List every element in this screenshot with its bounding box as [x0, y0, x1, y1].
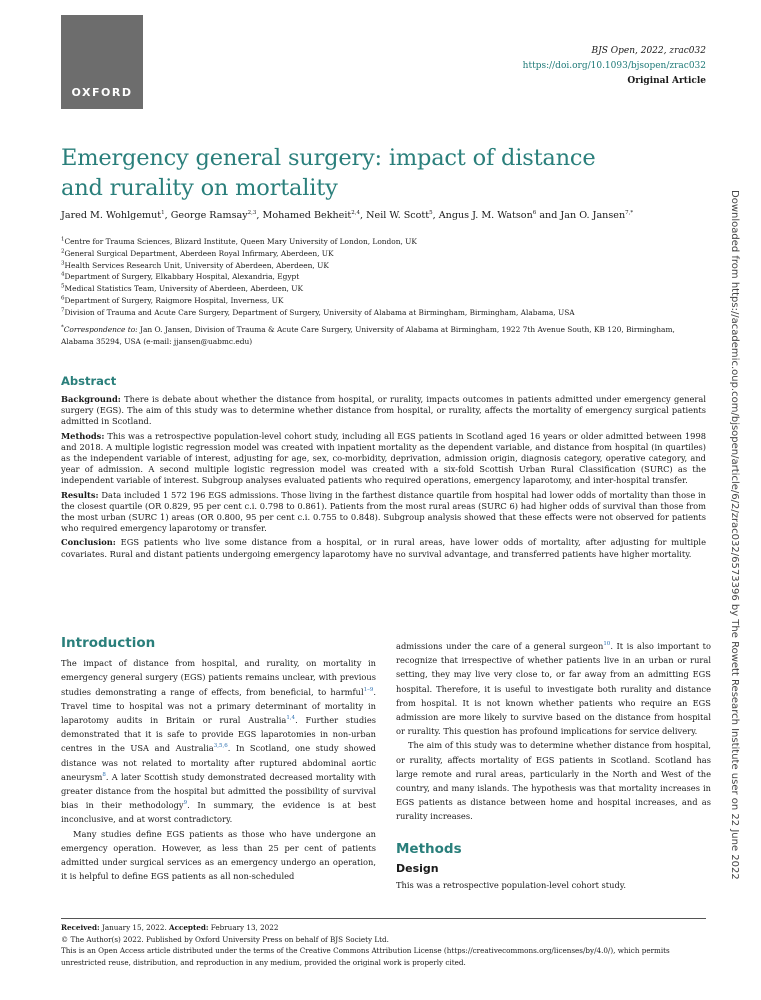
- affiliation-text: Division of Trauma and Acute Care Surgery, Department of Surgery, University of Alabama at Birmingham, Birmingham, Alabama, USA: [64, 307, 575, 317]
- citation-ref[interactable]: 3,5,6: [213, 743, 228, 750]
- intro-text: . Further studies demonstrated that it is safe to provide EGS laparotomies in non-urban centres in the USA and Australia: [61, 715, 376, 754]
- correspondence: [61, 324, 706, 348]
- author-name: Angus J. M. Watson: [438, 210, 533, 221]
- copyright-line: © The Author(s) 2022. Published by Oxford University Press on behalf of BJS Society Ltd.: [61, 934, 389, 944]
- affiliation-sup: 5: [61, 283, 65, 290]
- abstract-heading: Abstract: [61, 374, 117, 388]
- received-date: January 15, 2022.: [99, 923, 170, 932]
- correspondence-label: Correspondence to:: [63, 325, 138, 334]
- affiliation-sup: 6: [61, 295, 65, 302]
- affiliation-text: Department of Surgery, Elkabbary Hospital, Alexandria, Egypt: [64, 272, 300, 282]
- affiliation-sup: 4: [61, 271, 65, 278]
- affiliation-sup: 7: [61, 307, 65, 314]
- abstract-text: EGS patients who live some distance from a hospital, or in rural areas, have lower odds of mortality, after adjusting for multiple covariates. Rural and distant patients undergoing emergency laparotomy have no survival advantage, and transferred patients have higher mortality.: [61, 537, 706, 559]
- affiliation: [61, 283, 711, 295]
- right-column: [396, 639, 711, 892]
- author-list: [61, 210, 701, 221]
- intro-text: admissions under the care of a general surgeon: [396, 641, 604, 651]
- affiliation: [61, 248, 711, 260]
- methods-design-text: This was a retrospective population-level cohort study.: [396, 880, 627, 891]
- author-affil-sup: 6: [532, 209, 537, 216]
- logo-text: OXFORD: [71, 86, 133, 99]
- footer: [61, 922, 711, 968]
- download-watermark: Downloaded from https://academic.oup.com/bjsopen/article/6/2/zrac032/6573396 by The Rowett Research Institute user on 22 June 2022: [729, 190, 740, 880]
- affiliation: [61, 236, 711, 248]
- affiliation: [61, 271, 711, 283]
- author-name: Jared M. Wohlgemut: [61, 210, 162, 221]
- journal-citation: BJS Open, 2022, zrac032: [591, 46, 706, 56]
- received-label: Received:: [61, 923, 100, 932]
- title-line-1: Emergency general surgery: impact of distance: [61, 145, 596, 171]
- license-text: This is an Open Access article distributed under the terms of the Creative Commons Attribution License (https://creativecommons.org/licenses/by/4.0/), which permits unrestricted reuse, distribution, and reproduction in any medium, provided the original work is properly cited.: [61, 946, 670, 967]
- abstract-conclusion: [61, 537, 706, 559]
- author-separator: ,: [256, 210, 263, 221]
- citation-ref[interactable]: 9: [183, 800, 188, 807]
- affiliation-sup: 2: [61, 248, 65, 255]
- methods-heading: Methods: [396, 840, 462, 857]
- intro-paragraph-2: Many studies define EGS patients as those who have undergone an emergency operation. However, as less than 25 per cent of patients admitted under surgical services as an emergency undergo an operation, it is helpful to define EGS patients as all non-scheduled: [61, 828, 376, 882]
- correspondence-sup: *: [61, 324, 64, 331]
- left-column: [61, 636, 376, 883]
- affiliation-sup: 3: [61, 260, 65, 267]
- intro-paragraph-1: [61, 656, 376, 826]
- intro-paragraph-4: The aim of this study was to determine whether distance from hospital, or rurality, affects mortality of EGS patients in Scotland. Scotland has large remote and rural areas, particularly in the North and West of the country, and many islands. The hypothesis was that mortality increases in EGS patients as distance between home and hospital increases, and as rurality increases.: [396, 740, 711, 822]
- citation-ref[interactable]: 1,4: [286, 715, 296, 722]
- abstract-label: Background:: [61, 394, 121, 404]
- title-line-2: and rurality on mortality: [61, 175, 338, 201]
- intro-text: . It is also important to recognize that irrespective of whether patients live in an urban or rural setting, they may live very close to, or far away from an admitting EGS hospital. Therefore, it is useful to investigate both rurality and distance from hospital. It is not known whether patients who require an EGS admission are more likely to survive based on the distance from hospital or rurality. This question has profound implications for service delivery.: [396, 641, 712, 737]
- affiliation-text: Medical Statistics Team, University of Aberdeen, Aberdeen, UK: [64, 284, 304, 294]
- citation-ref[interactable]: 10: [603, 641, 611, 648]
- footer-divider: [61, 918, 706, 919]
- abstract-results: [61, 490, 706, 535]
- affiliation-sup: 1: [61, 236, 65, 243]
- citation-ref[interactable]: 8: [102, 772, 106, 779]
- correspondence-text: Jan O. Jansen, Division of Trauma & Acute Care Surgery, University of Alabama at Birmingham, 1922 7th Avenue South, KB 120, Birmingham, Alabama 35294, USA (e-mail: jjansen@uabmc.edu): [61, 325, 675, 346]
- design-subheading: Design: [396, 861, 439, 875]
- abstract-label: Results:: [61, 489, 99, 500]
- abstract-text: Data included 1 572 196 EGS admissions. Those living in the farthest distance quartile from hospital had lower odds of mortality than those in the closest quartile (OR 0.829, 95 per cent c.i. 0.798 to 0.861). Patients from the most rural areas (SURC 6) had higher odds of survival than those from the most urban (SURC 1) areas (OR 0.800, 95 per cent c.i. 0.755 to 0.848). Subgroup analysis showed that these effects were not observed for patients who required emergency laparotomy or transfer.: [61, 489, 706, 534]
- intro-paragraph-3: [396, 639, 711, 738]
- author-separator: ,: [360, 210, 367, 221]
- doi-link[interactable]: https://doi.org/10.1093/bjsopen/zrac032: [522, 61, 706, 71]
- abstract-label: Methods:: [61, 430, 105, 441]
- author-name: George Ramsay: [170, 210, 248, 221]
- author-name: Mohamed Bekheit: [262, 210, 352, 221]
- abstract-label: Conclusion:: [61, 537, 116, 548]
- abstract-text: This was a retrospective population-level cohort study, including all EGS patients in Scotland aged 16 years or older admitted between 1998 and 2018. A multiple logistic regression model was created with inpatient mortality as the dependent variable, and distance from hospital (in quartiles) as the independent variable of interest, adjusting for age, sex, co-morbidity, deprivation, admission origin, diagnosis category, operative category, and year of admission. A second multiple logistic regression model was created with a six-fold Scottish Urban Rural Classification (SURC) as the independent variable of interest. Subgroup analyses evaluated patients who required operations, emergency laparotomy, and inter-hospital transfer.: [61, 430, 706, 486]
- intro-text: . Travel time to hospital was not a primary determinant of mortality in laparotomy audits in Britain or rural Australia: [61, 686, 376, 726]
- affiliation-text: Centre for Trauma Sciences, Blizard Institute, Queen Mary University of London, London, UK: [64, 237, 417, 246]
- intro-text: The impact of distance from hospital, and rurality, on mortality in emergency general surgery (EGS) patients remains unclear, with previous studies demonstrating a range of effects, from beneficial, to harmful: [61, 658, 376, 697]
- affiliation: [61, 260, 711, 272]
- introduction-heading: Introduction: [61, 635, 156, 651]
- affiliations: [61, 236, 711, 319]
- accepted-date: February 13, 2022: [208, 923, 279, 932]
- article-type: Original Article: [627, 76, 706, 86]
- abstract: [61, 374, 706, 563]
- intro-text: . In summary, the evidence is at best inconclusive, and at worst contradictory.: [61, 800, 376, 825]
- author-name: Jan O. Jansen: [560, 210, 626, 221]
- author-affil-sup: 1: [161, 209, 165, 216]
- abstract-background: [61, 394, 706, 428]
- author-separator: ,: [164, 210, 171, 221]
- intro-text: . In Scotland, one study showed distance was not related to mortality after ruptured abdominal aortic aneurysm: [61, 743, 376, 782]
- author-separator: ,: [432, 210, 439, 221]
- dates-line: [61, 922, 711, 934]
- author-affil-sup: 2,4: [351, 209, 361, 216]
- author-separator: and: [536, 210, 561, 221]
- oxford-logo: [61, 15, 143, 109]
- abstract-text: There is debate about whether the distance from hospital, or rurality, impacts outcomes in patients admitted under emergency general surgery (EGS). The aim of this study was to determine whether distance from hospital, or rurality, affects the mortality of emergency surgical patients admitted in Scotland.: [61, 394, 706, 427]
- affiliation-text: Department of Surgery, Raigmore Hospital, Inverness, UK: [64, 295, 284, 305]
- intro-text: . A later Scottish study demonstrated decreased mortality with greater distance from the hospital but admitted the possibility of survival bias in their methodology: [61, 771, 376, 811]
- affiliation: [61, 307, 711, 319]
- author-name: Neil W. Scott: [366, 210, 430, 221]
- article-title: [61, 143, 621, 203]
- affiliation-text: Health Services Research Unit, University of Aberdeen, Aberdeen, UK: [64, 260, 329, 270]
- accepted-label: Accepted:: [169, 923, 209, 932]
- affiliation-text: General Surgical Department, Aberdeen Royal Infirmary, Aberdeen, UK: [64, 248, 334, 258]
- affiliation: [61, 295, 711, 307]
- author-affil-sup: 2,3: [247, 209, 257, 216]
- journal-header: [523, 44, 706, 89]
- author-affil-sup: 5: [429, 209, 433, 216]
- citation-ref[interactable]: 1–9: [363, 686, 374, 693]
- abstract-methods: [61, 431, 706, 487]
- author-affil-sup: 7,*: [625, 209, 634, 216]
